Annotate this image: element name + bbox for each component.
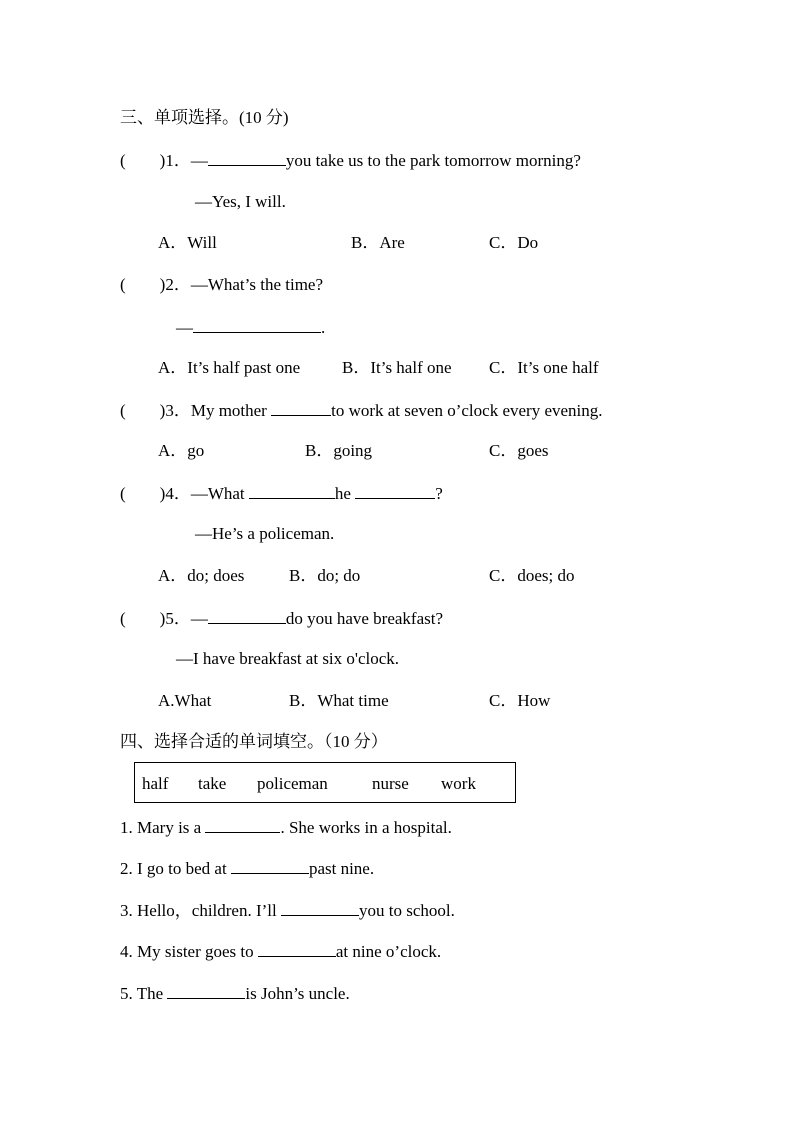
answer-blank[interactable]: [167, 983, 245, 999]
sentence-after: is John’s uncle.: [245, 984, 350, 1003]
option-c[interactable]: C．Do: [489, 233, 539, 252]
option-b[interactable]: B．It’s half one: [342, 358, 452, 377]
option-c[interactable]: C．How: [489, 691, 551, 710]
word-bank-box: [134, 762, 516, 803]
question-3-prefix: ( )3．My mother: [120, 401, 272, 420]
word-bank-item: policeman: [257, 774, 328, 793]
option-b[interactable]: B．What time: [289, 691, 389, 710]
question-1-prefix: ( )1．—: [120, 151, 208, 170]
option-a[interactable]: A．do; does: [158, 566, 245, 585]
answer-blank[interactable]: [231, 858, 309, 874]
sentence-before: 3. Hello，children. I’ll: [120, 901, 281, 920]
answer-blank[interactable]: [208, 150, 286, 166]
question-3: [120, 400, 603, 421]
question-5: [120, 608, 443, 629]
question-4-prefix: ( )4．—What: [120, 484, 249, 503]
word-bank-item: half: [142, 774, 169, 793]
question-2-answer-line: [176, 317, 325, 338]
fill-sentence-4: [120, 941, 441, 962]
question-4-suffix: ?: [435, 484, 443, 503]
option-a[interactable]: A．Will: [158, 233, 217, 252]
answer-blank[interactable]: [205, 817, 280, 833]
fill-sentence-5: [120, 983, 350, 1004]
option-a[interactable]: A．It’s half past one: [158, 358, 301, 377]
sentence-after: past nine.: [308, 859, 375, 878]
dash: —: [176, 318, 193, 337]
option-c[interactable]: C．goes: [489, 441, 549, 460]
sentence-after: at nine o’clock.: [335, 942, 442, 961]
option-b[interactable]: B．going: [305, 441, 373, 460]
answer-blank[interactable]: [271, 400, 331, 416]
section-3-heading: 三、单项选择。(10 分): [120, 108, 289, 127]
question-5-answer-line: —I have breakfast at six o'clock.: [176, 649, 400, 668]
question-5-text: do you have breakfast?: [285, 609, 444, 628]
answer-blank[interactable]: [249, 483, 335, 499]
option-a[interactable]: A.What: [158, 691, 212, 710]
option-b[interactable]: B．do; do: [289, 566, 361, 585]
word-bank-item: work: [441, 774, 476, 793]
option-c[interactable]: C．does; do: [489, 566, 575, 585]
sentence-after: . She works in a hospital.: [280, 818, 452, 837]
question-1-text: you take us to the park tomorrow morning?: [285, 151, 581, 170]
question-3-text: to work at seven o’clock every evening.: [331, 401, 603, 420]
fill-sentence-1: [120, 817, 452, 838]
sentence-before: 4. My sister goes to: [120, 942, 258, 961]
answer-blank[interactable]: [208, 608, 286, 624]
section-4-heading: 四、选择合适的单词填空。（10 分）: [120, 732, 388, 751]
period: .: [321, 318, 326, 337]
question-4: [120, 483, 443, 504]
fill-sentence-3: [120, 900, 455, 921]
question-5-prefix: ( )5．—: [120, 609, 208, 628]
sentence-before: 1. Mary is a: [120, 818, 206, 837]
option-a[interactable]: A．go: [158, 441, 205, 460]
option-b[interactable]: B．Are: [351, 233, 405, 252]
sentence-before: 2. I go to bed at: [120, 859, 231, 878]
option-c[interactable]: C．It’s one half: [489, 358, 599, 377]
question-4-answer-line: —He’s a policeman.: [195, 524, 335, 543]
answer-blank[interactable]: [258, 941, 336, 957]
answer-blank[interactable]: [281, 900, 359, 916]
answer-blank[interactable]: [355, 483, 435, 499]
word-bank-item: take: [198, 774, 227, 793]
fill-sentence-2: [120, 858, 374, 879]
question-4-mid: he: [334, 484, 356, 503]
question-1-answer-line: —Yes, I will.: [195, 192, 286, 211]
question-1: [120, 150, 581, 171]
answer-blank[interactable]: [193, 317, 321, 333]
sentence-before: 5. The: [120, 984, 168, 1003]
sentence-after: you to school.: [359, 901, 455, 920]
word-bank-item: nurse: [372, 774, 409, 793]
question-2: ( )2．—What’s the time?: [120, 275, 324, 294]
